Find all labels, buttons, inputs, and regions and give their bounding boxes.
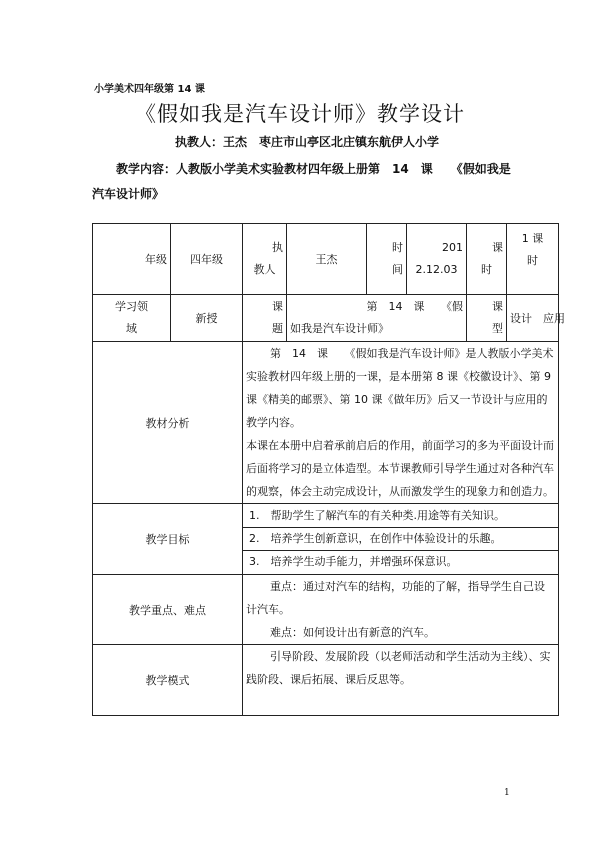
document-title: 《假如我是汽车设计师》教学设计 [135, 102, 465, 126]
grade-label: 年级 [93, 224, 171, 295]
mode-row [93, 645, 559, 716]
lesson-label [243, 295, 287, 342]
type-label-top: 课 [492, 300, 503, 313]
lesson-label-bottom: 题 [272, 322, 283, 335]
keypoint-key: 重点：通过对汽车的结构，功能的了解，指导学生自己设计汽车。 [246, 580, 545, 616]
period-label [467, 224, 507, 295]
time-label [367, 224, 407, 295]
info-row-1 [93, 224, 559, 295]
analysis-paragraph-2: 本课在本册中启着承前启后的作用，前面学习的多为平面设计而后面将学习的是立体造型。本节课教师引导学生通过对各种汽车的观察，体会主动完成设计，从而激发学生的现象力和创造力。 [246, 439, 554, 498]
keypoint-difficulty: 难点：如何设计出有新意的汽车。 [270, 626, 435, 639]
type-label [467, 295, 507, 342]
time-value-top: 201 [442, 241, 463, 254]
content-line: 教学内容：人教版小学美术实验教材四年级上册第 14 课 《假如我是汽车设计师》 [92, 162, 511, 201]
mode-content [243, 645, 559, 716]
objective-item: 3. 培养学生动手能力，并增强环保意识。 [249, 555, 458, 568]
info-row-2 [93, 295, 559, 342]
period-value-top: 1 课 [521, 232, 544, 245]
objectives-content [243, 504, 559, 575]
objectives-label: 教学目标 [93, 504, 243, 575]
analysis-content [243, 342, 559, 504]
teacher-label-top: 执 [272, 241, 283, 254]
period-value [507, 224, 559, 295]
objective-item: 1. 帮助学生了解汽车的有关种类.用途等有关知识。 [243, 505, 558, 528]
mode-label: 教学模式 [93, 645, 243, 716]
time-label-bottom: 间 [392, 263, 403, 276]
objectives-row [93, 504, 559, 575]
page-number: 1 [504, 788, 510, 798]
field-label [93, 295, 171, 342]
teacher-value: 王杰 [287, 224, 367, 295]
teacher-label-bottom: 教人 [253, 263, 276, 276]
time-value-bottom: 2.12.03 [415, 263, 458, 276]
time-label-top: 时 [392, 241, 403, 254]
period-label-top: 课 [492, 241, 503, 254]
field-value: 新授 [171, 295, 243, 342]
keypoints-row [93, 575, 559, 645]
field-label-bottom: 域 [126, 322, 137, 335]
period-value-bottom: 时 [527, 254, 538, 267]
analysis-row [93, 342, 559, 504]
period-label-bottom: 时 [481, 263, 492, 276]
type-value: 设计 应用 [507, 295, 559, 342]
objective-item: 2. 培养学生创新意识，在创作中体验设计的乐趣。 [243, 528, 558, 551]
keypoints-label: 教学重点、难点 [93, 575, 243, 645]
lesson-label-top: 课 [272, 300, 283, 313]
lesson-value-bottom: 如我是汽车设计师》 [290, 322, 389, 335]
type-label-bottom: 型 [492, 322, 503, 335]
time-value [407, 224, 467, 295]
teacher-label [243, 224, 287, 295]
analysis-paragraph-1: 第 14 课 《假如我是汽车设计师》是人教版小学美术实验教材四年级上册的一课，是本册第 8 课《校徽设计》、第 9 课《精美的邮票》、第 10 课《做年历》后又一节设计与应用的教学内容。 [246, 347, 554, 429]
lesson-value [287, 295, 467, 342]
lesson-value-top: 第 14 课 《假 [366, 300, 463, 313]
course-label: 小学美术四年级第 14 课 [94, 84, 205, 95]
analysis-label: 教材分析 [93, 342, 243, 504]
keypoints-content [243, 575, 559, 645]
field-label-top: 学习领 [115, 300, 148, 313]
lesson-table [92, 223, 565, 716]
teacher-line: 执教人：王杰 枣庄市山亭区北庄镇东航伊人小学 [175, 135, 440, 149]
mode-text: 引导阶段、发展阶段（以老师活动和学生活动为主线）、实践阶段、课后拓展、课后反思等。 [246, 650, 551, 686]
grade-value: 四年级 [171, 224, 243, 295]
